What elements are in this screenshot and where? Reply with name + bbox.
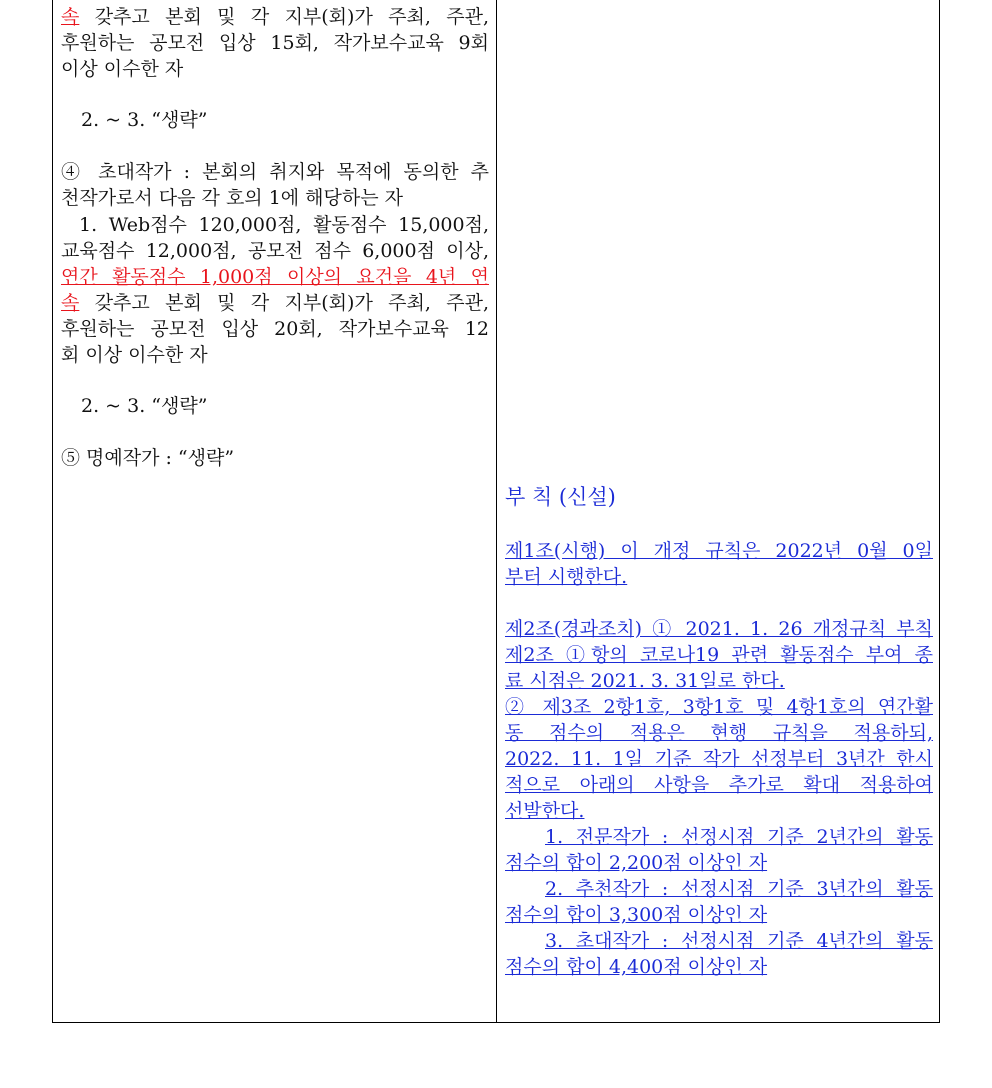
clause-5-heading: ⑤ 명예작가 : “생략” (61, 447, 235, 469)
article-2-line: 적으로 아래의 사항을 추가로 확대 적용하여 (505, 774, 933, 796)
omitted-note: 2. ~ 3. “생략” (81, 395, 208, 417)
list-item: 2. 추천작가 : 선정시점 기준 3년간의 활동 (545, 878, 933, 900)
text-line (61, 4, 489, 30)
text-line: 회 이상 이수한 자 (61, 344, 208, 366)
list-item: 점수의 합이 4,400점 이상인 자 (505, 956, 768, 978)
article-1-line: 부터 시행한다. (505, 566, 628, 588)
omitted-note: 2. ~ 3. “생략” (81, 109, 208, 131)
article-2-line: 제2조(경과조치) ① 2021. 1. 26 개정규칙 부칙 (505, 618, 933, 640)
article-2-line: 선발한다. (505, 800, 585, 822)
highlight-text: 속 (61, 6, 80, 28)
list-item: 3. 초대작가 : 선정시점 기준 4년간의 활동 (545, 930, 933, 952)
text: 갖추고 본회 및 각 지부(회)가 주최, 주관, (79, 292, 489, 314)
text-line: 천작가로서 다음 각 호의 1에 해당하는 자 (61, 187, 403, 209)
list-item: 점수의 합이 2,200점 이상인 자 (505, 852, 768, 874)
article-2-line: 2022. 11. 1일 기준 작가 선정부터 3년간 한시 (505, 748, 933, 770)
highlight-text: 속 (61, 292, 80, 314)
text-line (61, 290, 489, 316)
text-line: 이상 이수한 자 (61, 58, 184, 80)
supplementary-heading: 부 칙 (신설) (505, 485, 616, 509)
text-line: 교육점수 12,000점, 공모전 점수 6,000점 이상, (61, 240, 489, 262)
article-2-line: 제2조 ①항의 코로나19 관련 활동점수 부여 종 (505, 644, 933, 666)
highlight-text: 연간 활동점수 1,000점 이상의 요건을 4년 연 (61, 266, 489, 288)
article-1-line: 제1조(시행) 이 개정 규칙은 2022년 0월 0일 (505, 540, 933, 562)
text: 갖추고 본회 및 각 지부(회)가 주최, 주관, (79, 6, 489, 28)
text-line: 후원하는 공모전 입상 20회, 작가보수교육 12 (61, 318, 489, 340)
column-divider (496, 0, 497, 1022)
comparison-table (52, 0, 940, 1023)
list-item: 1. 전문작가 : 선정시점 기준 2년간의 활동 (545, 826, 933, 848)
text-line: 후원하는 공모전 입상 15회, 작가보수교육 9회 (61, 32, 489, 54)
text-line: 1. Web점수 120,000점, 활동점수 15,000점, (79, 214, 489, 236)
clause-4-heading: ④ 초대작가 : 본회의 취지와 목적에 동의한 추 (61, 161, 489, 183)
article-2-line: ② 제3조 2항1호, 3항1호 및 4항1호의 연간활 (505, 696, 933, 718)
article-2-line: 료 시점은 2021. 3. 31일로 한다. (505, 670, 785, 692)
article-2-line: 동 점수의 적용은 현행 규칙을 적용하되, (505, 722, 933, 744)
list-item: 점수의 합이 3,300점 이상인 자 (505, 904, 768, 926)
